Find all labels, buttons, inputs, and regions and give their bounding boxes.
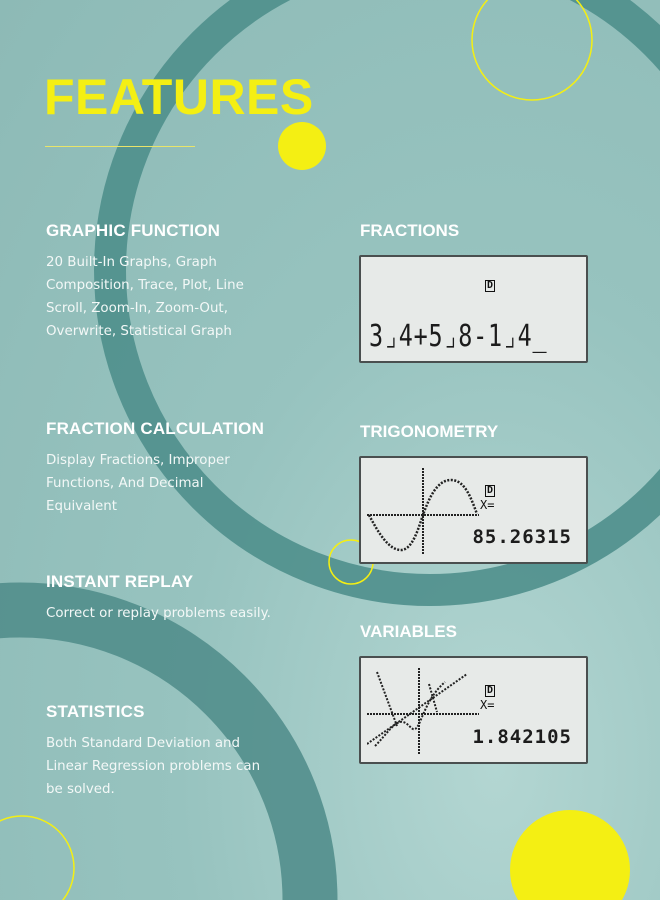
feature-fraction-calculation xyxy=(46,419,276,518)
fraction-expression: 3⌟4+5⌟8-1⌟4_ xyxy=(369,319,548,354)
feature-description: Both Standard Deviation and Linear Regression problems can be solved. xyxy=(46,736,261,797)
feature-title: INSTANT REPLAY xyxy=(46,572,194,591)
feature-statistics xyxy=(46,702,276,801)
sine-graph-icon xyxy=(367,464,479,556)
result-value: 1.842105 xyxy=(472,726,572,748)
lcd-fractions xyxy=(359,255,588,363)
degree-indicator: D xyxy=(487,280,494,291)
x-variable-label: X= xyxy=(480,698,495,712)
degree-indicator: D xyxy=(487,485,494,496)
panel-label-fractions: FRACTIONS xyxy=(360,221,460,240)
feature-title: STATISTICS xyxy=(46,702,145,721)
feature-title: FRACTION CALCULATION xyxy=(46,419,265,438)
feature-graphic-function xyxy=(46,221,276,343)
yellow-dot-top xyxy=(278,122,326,170)
yellow-dot-bottom-right xyxy=(510,810,630,900)
multi-function-graph-icon xyxy=(367,664,479,756)
yellow-outline-top-right xyxy=(472,0,592,100)
title-underline xyxy=(45,146,195,147)
x-variable-label: X= xyxy=(480,498,495,512)
panel-label-variables: VARIABLES xyxy=(360,622,457,641)
lcd-variables xyxy=(359,656,588,764)
degree-indicator: D xyxy=(487,685,494,696)
feature-instant-replay xyxy=(46,572,276,625)
yellow-outline-bottom-left xyxy=(0,816,74,900)
feature-description: Correct or replay problems easily. xyxy=(46,606,271,621)
page-title: FEATURES xyxy=(44,69,314,125)
feature-title: GRAPHIC FUNCTION xyxy=(46,221,221,240)
result-value: 85.26315 xyxy=(472,526,572,548)
feature-description: Display Fractions, Improper Functions, And Decimal Equivalent xyxy=(46,453,230,514)
lcd-trigonometry xyxy=(359,456,588,564)
feature-description: 20 Built-In Graphs, Graph Composition, Trace, Plot, Line Scroll, Zoom-In, Zoom-Out, Overwrite, Statistical Graph xyxy=(46,255,244,339)
panel-label-trigonometry: TRIGONOMETRY xyxy=(360,422,499,441)
